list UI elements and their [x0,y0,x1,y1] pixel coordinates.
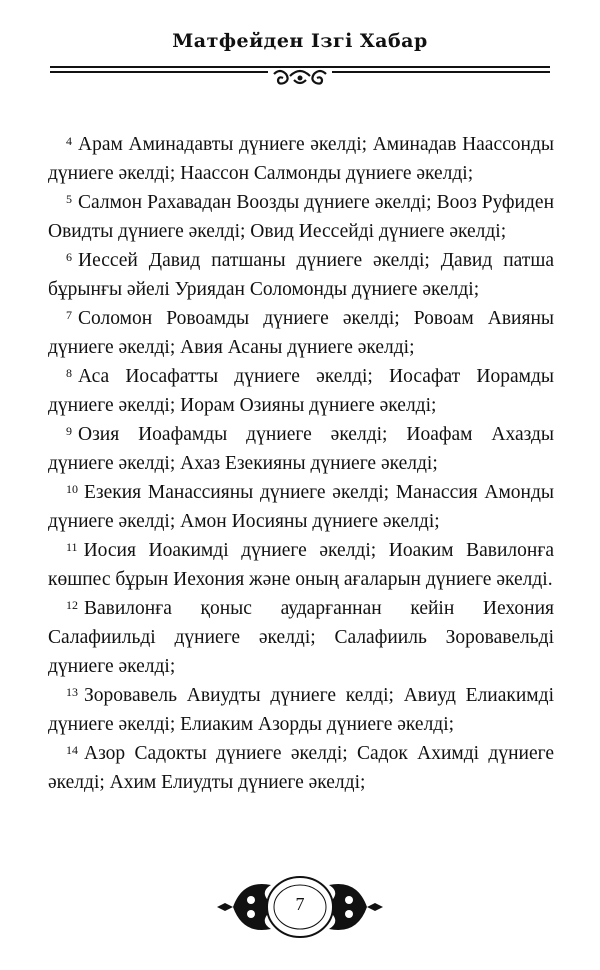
verse [48,362,554,420]
verse-text: Иессей Давид патшаны дүниеге әкелді; Давид патша бұрынғы әйелі Уриядан Соломонды дүниеге әкелді; [48,250,554,300]
verse-text: Аса Иосафатты дүниеге әкелді; Иосафат Иорамды дүниеге әкелді; Иорам Озияны дүниеге әкелді; [48,366,554,416]
scripture-text [48,130,554,797]
page-number: 7 [295,894,305,914]
verse [48,420,554,478]
verse-text: Арам Аминадавты дүниеге әкелді; Аминадав Наассонды дүниеге әкелді; Наассон Салмонды дүниеге әкелді; [48,134,554,184]
verse [48,681,554,739]
verse-number: 9 [66,424,72,438]
verse-text: Вавилонға қоныс аударғаннан кейін Иехония Салафиильді дүниеге әкелді; Салафииль Зоровавельді дүниеге әкелді; [48,598,554,677]
verse-text: Азор Садокты дүниеге әкелді; Садок Ахимді дүниеге әкелді; Ахим Елиудты дүниеге әкелді; [48,743,554,793]
verse-text: Озия Иоафамды дүниеге әкелді; Иоафам Ахазды дүниеге әкелді; Ахаз Езекияны дүниеге әкелді; [48,424,554,474]
header-ornament-icon [268,68,332,86]
verse-number: 14 [66,743,78,757]
verse-number: 11 [66,540,78,554]
verse [48,304,554,362]
verse-text: Салмон Рахавадан Воозды дүниеге әкелді; Вооз Руфиден Овидты дүниеге әкелді; Овид Иессейді дүниеге әкелді; [48,192,554,242]
verse [48,739,554,797]
verse [48,478,554,536]
verse-text: Соломон Ровоамды дүниеге әкелді; Ровоам Авияны дүниеге әкелді; Авия Асаны дүниеге әкелді; [48,308,554,358]
verse-number: 7 [66,308,72,322]
running-header-title: Матфейден Ізгі Хабар [172,30,428,52]
verse-number: 8 [66,366,72,380]
verse-number: 6 [66,250,72,264]
verse-text: Иосия Иоакимді дүниеге әкелді; Иоаким Вавилонға көшпес бұрын Иехония және оның ағаларын дүниеге әкелді. [48,540,554,590]
verse-number: 13 [66,685,78,699]
verse [48,246,554,304]
verse-number: 5 [66,192,72,206]
verse [48,594,554,681]
verse [48,188,554,246]
verse [48,536,554,594]
verse [48,130,554,188]
verse-number: 10 [66,482,78,496]
verse-number: 4 [66,134,72,148]
verse-text: Зоровавель Авиудты дүниеге келді; Авиуд Елиакимді дүниеге әкелді; Елиаким Азорды дүниеге әкелді; [48,685,554,735]
verse-number: 12 [66,598,78,612]
page-number-ornament [215,872,385,942]
verse-text: Езекия Манассияны дүниеге әкелді; Манассия Амонды дүниеге әкелді; Амон Иосияны дүниеге әкелді; [48,482,554,532]
